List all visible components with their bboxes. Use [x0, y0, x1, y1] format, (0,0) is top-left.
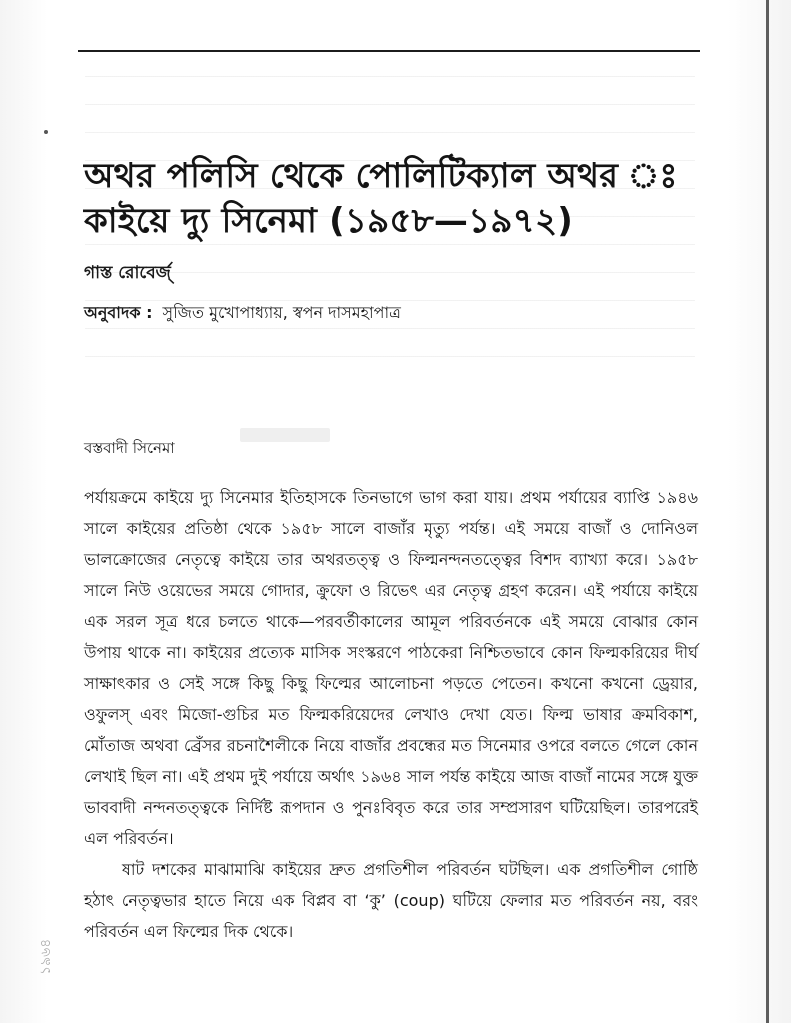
section-heading: বস্তবাদী সিনেমা	[84, 439, 175, 457]
article-title: অথর পলিসি থেকে পোলিটিক্যাল অথর ঃ কাইয়ে দ্যু সিনেমা (১৯৫৮—১৯৭২)	[84, 156, 678, 241]
article-body	[84, 482, 698, 947]
header-rule	[78, 50, 700, 52]
translator-names: সুজিত মুখোপাধ্যায়, স্বপন দাসমহাপাত্র	[162, 303, 401, 322]
translator-label: অনুবাদক :	[84, 303, 153, 322]
margin-note: ১৯৬৪	[38, 938, 54, 975]
author-name: গাস্ত রোবের্জ্	[84, 263, 171, 283]
paragraph-1: পর্যায়ক্রমে কাইয়ে দ্যু সিনেমার ইতিহাসকে তিনভাগে ভাগ করা যায়। প্রথম পর্যায়ের ব্যাপ্তি ১৯৪৬ সালে কাইয়ের প্রতিষ্ঠা থেকে ১৯৫৮ সালে বাজাঁর মৃত্যু পর্যন্ত। এই সময়ে বাজাঁ ও দোনিওল ভালক্রোজের নেতৃত্বে কাইয়ে তার অথরতত্ত্ব ও ফিল্মনন্দনতত্ত্বের বিশদ ব্যাখ্যা করে। ১৯৫৮ সালে নিউ ওয়েভের সময়ে গোদার, ক্রুফো ও রিভেৎ এর নেতৃত্ব গ্রহণ করেন। এই পর্যায়ে কাইয়ে এক সরল সূত্র ধরে চলতে থাকে—পরবর্তীকালের আমূল পরিবর্তনকে এই সময়ে বোঝার কোন উপায় থাকে না। কাইয়ের প্রত্যেক মাসিক সংস্করণে পাঠকেরা নিশ্চিতভাবে কোন ফিল্মকরিয়ের দীর্ঘ সাক্ষাৎকার ও সেই সঙ্গে কিছু কিছু ফিল্মের আলোচনা পড়তে পেতেন। কখনো কখনো ড্রেয়ার, ওফুলস্ এবং মিজো-গুচির মত ফিল্মকরিয়েদের লেখাও দেখা যেত। ফিল্ম ভাষার ক্রমবিকাশ, মোঁতাজ অথবা ব্রেঁসর রচনাশৈলীকে নিয়ে বাজাঁর প্রবন্ধের মত সিনেমার ওপরে বলতে গেলে কোন লেখাই ছিল না। এই প্রথম দুই পর্যায়ে অর্থাৎ ১৯৬৪ সাল পর্যন্ত কাইয়ে আজ বাজাঁ নামের সঙ্গে যুক্ত ভাববাদী নন্দনতত্ত্বকে নির্দিষ্ট রূপদান ও পুনঃবিবৃত করে তার সম্প্রসারণ ঘটিয়েছিল। তারপরেই এল পরিবর্তন।	[84, 488, 698, 848]
margin-dot	[44, 130, 48, 134]
paragraph-2: ষাট দশকের মাঝামাঝি কাইয়ের দ্রুত প্রগতিশীল পরিবর্তন ঘটছিল। এক প্রগতিশীল গোষ্ঠি হঠাৎ নেতৃত্বভার হাতে নিয়ে এক বিপ্লব বা ‘কু’ (coup) ঘটিয়ে ফেলার মত পরিবর্তন নয়, বরং পরিবর্তন এল ফিল্মের দিক থেকে।	[84, 860, 698, 941]
translator-line	[84, 300, 401, 327]
page-edge	[766, 0, 769, 1023]
bleed-through-mark	[240, 428, 330, 442]
